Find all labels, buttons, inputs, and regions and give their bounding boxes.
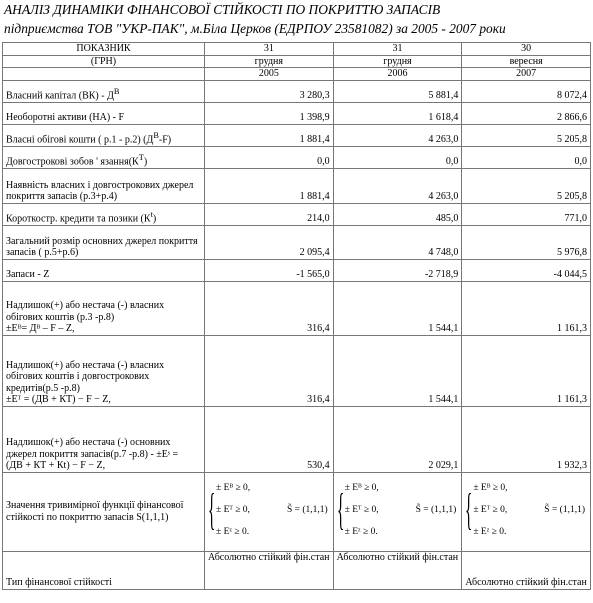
table-row bbox=[3, 225, 591, 259]
document-title: АНАЛІЗ ДИНАМІКИ ФІНАНСОВОЇ СТІЙКОСТІ ПО ПОКРИТТЮ ЗАПАСІВ bbox=[4, 2, 441, 17]
row-value: 316,4 bbox=[205, 335, 334, 406]
row-value: 1 544,1 bbox=[333, 281, 462, 335]
row-label: Власні обігові кошти ( р.1 - р.2) $(Д^В-F)$ bbox=[3, 124, 205, 146]
table-row bbox=[3, 406, 591, 472]
row-value: 1 398,9 bbox=[205, 102, 334, 124]
row-label: Короткостр. кредити та позики $(К^t)$ bbox=[3, 203, 205, 225]
row-value: -1 565,0 bbox=[205, 259, 334, 281]
row-value: 5 881,4 bbox=[333, 80, 462, 102]
type-value: Абсолютно стійкий фін.стан bbox=[462, 551, 591, 589]
header-empty bbox=[3, 68, 205, 81]
row-value: -4 044,5 bbox=[462, 259, 591, 281]
function-row bbox=[3, 472, 591, 551]
type-value: Абсолютно стійкий фін.стан bbox=[333, 551, 462, 589]
type-value: Абсолютно стійкий фін.стан bbox=[205, 551, 334, 589]
row-label: Наявність власних і довгострокових джерел покриття запасів (р.3+р.4) bbox=[3, 168, 205, 203]
row-label: Власний капітал $(ВК) - Д^В$ bbox=[3, 80, 205, 102]
condition-line: ± Eᴮ ≥ 0, bbox=[216, 482, 251, 493]
condition-line: ± Eᶻ ≥ 0. bbox=[344, 526, 378, 537]
row-value: 316,4 bbox=[205, 281, 334, 335]
condition-line: ± Eᵀ ≥ 0, bbox=[216, 504, 250, 515]
header-year-2: 2006 bbox=[333, 68, 462, 81]
row-label: Надлишок(+) або нестача (-) власних обігових коштів і довгострокових кредитів(р.5 -р.8) ±Eᵀ = (ДВ + КТ) − F − Z, bbox=[3, 335, 205, 406]
row-value: 530,4 bbox=[205, 406, 334, 472]
brace-icon: { bbox=[208, 484, 216, 534]
header-month-3: вересня bbox=[462, 55, 591, 68]
header-row-1 bbox=[3, 43, 591, 56]
header-year-1: 2005 bbox=[205, 68, 334, 81]
header-indicator: ПОКАЗНИК bbox=[3, 43, 205, 56]
table-row bbox=[3, 80, 591, 102]
row-label: Надлишок(+) або нестача (-) власних обігових коштів (р.3 -р.8) ±Eᴮ= Дᴮ – F – Z, bbox=[3, 281, 205, 335]
header-row-2 bbox=[3, 55, 591, 68]
function-cell bbox=[205, 472, 334, 551]
header-row-3 bbox=[3, 68, 591, 81]
table-row bbox=[3, 168, 591, 203]
brace-icon: { bbox=[465, 484, 473, 534]
row-value: 2 029,1 bbox=[333, 406, 462, 472]
header-day-1: 31 bbox=[205, 43, 334, 56]
function-cell bbox=[333, 472, 462, 551]
function-label: Значення тривимірної функції фінансової стійкості по покриттю запасів S(1,1,1) bbox=[3, 472, 205, 551]
row-value: 1 161,3 bbox=[462, 335, 591, 406]
row-value: 5 976,8 bbox=[462, 225, 591, 259]
row-value: 1 618,4 bbox=[333, 102, 462, 124]
row-value: 0,0 bbox=[205, 146, 334, 168]
row-label: Загальний розмір основних джерел покриття запасів ( р.5+р.6) bbox=[3, 225, 205, 259]
row-value: 3 280,3 bbox=[205, 80, 334, 102]
condition-line: ± Eᵀ ≥ 0, bbox=[344, 504, 379, 515]
condition-line: ± Eᴮ ≥ 0, bbox=[344, 482, 379, 493]
table-row bbox=[3, 102, 591, 124]
condition-line: ± Eᴮ ≥ 0, bbox=[473, 482, 508, 493]
table-row bbox=[3, 259, 591, 281]
row-value: 1 544,1 bbox=[333, 335, 462, 406]
row-value: -2 718,9 bbox=[333, 259, 462, 281]
header-month-2: грудня bbox=[333, 55, 462, 68]
row-value: 1 161,3 bbox=[462, 281, 591, 335]
row-value: 4 263,0 bbox=[333, 124, 462, 146]
row-value: 4 263,0 bbox=[333, 168, 462, 203]
row-value: 1 932,3 bbox=[462, 406, 591, 472]
type-label: Тип фінансової стійкості bbox=[3, 551, 205, 589]
row-label: Надлишок(+) або нестача (-) основних джерел покриття запасів(р.7 -р.8) - ±Eˢ = (ДВ + КТ + Кt) − F − Z, bbox=[3, 406, 205, 472]
row-value: 8 072,4 bbox=[462, 80, 591, 102]
function-result: S̃ = (1,1,1) bbox=[415, 504, 457, 515]
function-result: S̃ = (1,1,1) bbox=[286, 504, 328, 515]
stability-table bbox=[2, 42, 591, 590]
row-value: 214,0 bbox=[205, 203, 334, 225]
condition-line: ± Eᶻ ≥ 0. bbox=[216, 526, 250, 537]
brace-icon: { bbox=[336, 484, 345, 534]
header-day-3: 30 bbox=[462, 43, 591, 56]
function-cell bbox=[462, 472, 591, 551]
function-result: S̃ = (1,1,1) bbox=[544, 504, 585, 515]
row-value: 1 881,4 bbox=[205, 168, 334, 203]
row-value: 1 881,4 bbox=[205, 124, 334, 146]
condition-line: ± Eᶻ ≥ 0. bbox=[473, 526, 507, 537]
row-label: Необоротні активи (НА) - F bbox=[3, 102, 205, 124]
header-unit: (ГРН) bbox=[3, 55, 205, 68]
row-value: 2 866,6 bbox=[462, 102, 591, 124]
row-value: 4 748,0 bbox=[333, 225, 462, 259]
header-day-2: 31 bbox=[333, 43, 462, 56]
table-row bbox=[3, 146, 591, 168]
document-subtitle: підприємства ТОВ "УКР-ПАК", м.Біла Церков (ЕДРПОУ 23581082) за 2005 - 2007 роки bbox=[4, 21, 506, 36]
row-label: Довгострокові зобов ' $язання(К^Т)$ bbox=[3, 146, 205, 168]
row-value: 5 205,8 bbox=[462, 168, 591, 203]
row-value: 0,0 bbox=[333, 146, 462, 168]
table-row bbox=[3, 335, 591, 406]
row-value: 0,0 bbox=[462, 146, 591, 168]
condition-line: ± Eᵀ ≥ 0, bbox=[473, 504, 508, 515]
header-month-1: грудня bbox=[205, 55, 334, 68]
table-row bbox=[3, 281, 591, 335]
type-row bbox=[3, 551, 591, 589]
row-label: Запаси - Z bbox=[3, 259, 205, 281]
header-year-3: 2007 bbox=[462, 68, 591, 81]
row-value: 2 095,4 bbox=[205, 225, 334, 259]
table-row bbox=[3, 203, 591, 225]
row-value: 5 205,8 bbox=[462, 124, 591, 146]
table-row bbox=[3, 124, 591, 146]
row-value: 485,0 bbox=[333, 203, 462, 225]
row-value: 771,0 bbox=[462, 203, 591, 225]
